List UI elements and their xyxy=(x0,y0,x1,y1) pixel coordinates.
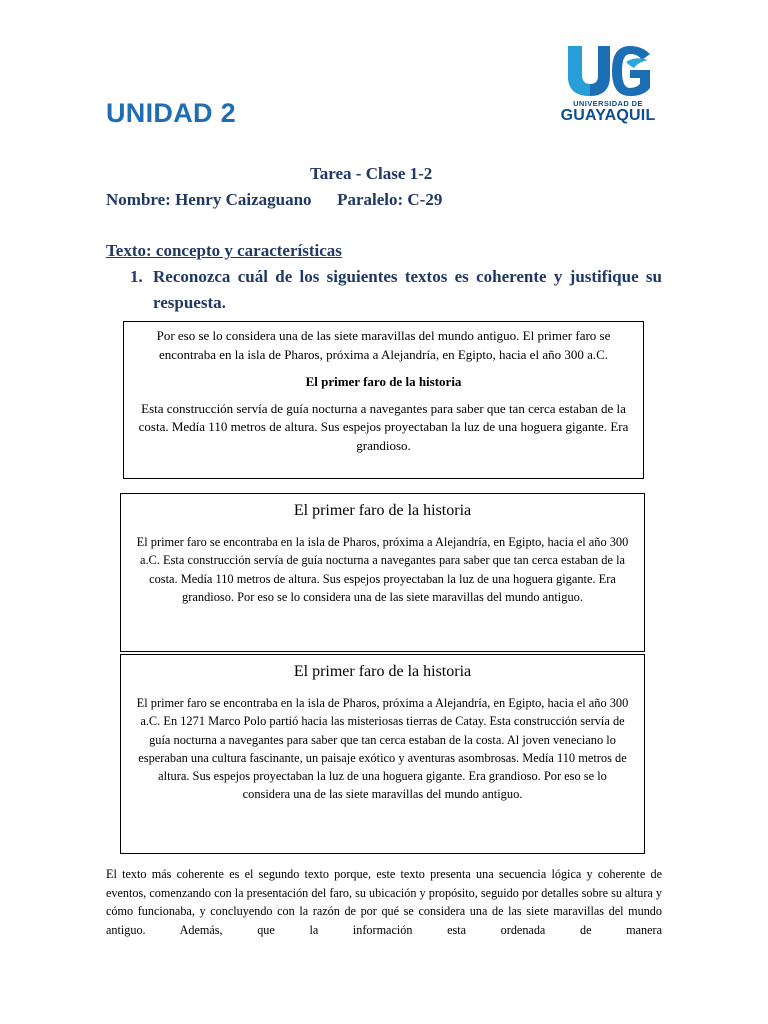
question-text: Reconozca cuál de los siguientes textos es coherente y justifique su respuesta. xyxy=(153,267,662,312)
text-box-first xyxy=(123,321,644,479)
student-name: Nombre: Henry Caizaguano xyxy=(106,190,312,209)
logo-university-text: UNIVERSIDAD DE xyxy=(573,99,643,108)
text-box-second xyxy=(120,493,645,652)
text-box-third xyxy=(120,654,645,854)
first-text-title: El primer faro de la historia xyxy=(305,374,462,389)
second-text-title: El primer faro de la historia xyxy=(293,502,472,519)
answer-paragraph: El texto más coherente es el segundo texto porque, este texto presenta una secuencia lógica y coherente de eventos, comenzando con la presentación del faro, su ubicación y propósito, seguido por detalles sobre su altura y cómo funcionaba, y concluyendo con la razón de por qué se considera una de las siete maravillas del mundo antiguo. Además, que la información esta ordenada de manera xyxy=(106,867,662,938)
parallel-label: Paralelo: C-29 xyxy=(337,190,443,209)
first-text-paragraph-2: Esta construcción servía de guía nocturna a navegantes para saber que tan cerca estaban de la costa. Medía 110 metros de altura. Sus espejos proyectaban la luz de una hoguera gigante. Era grandioso. xyxy=(138,400,629,453)
task-title: Tarea - Clase 1-2 xyxy=(310,164,433,183)
logo-city-text: GUAYAQUIL xyxy=(560,107,656,124)
third-text-body: El primer faro se encontraba en la isla de Pharos, próxima a Alejandría, en Egipto, hacia el año 300 a.C. En 1271 Marco Polo partió hacia las misteriosas tierras de Catay. Esta construcción servía de guía nocturna a navegantes para saber que tan cerca estaban de la costa. Al joven veneciano lo esperaban una cultura fascinante, un paisaje exótico y aventuras asombrosas. Medía 110 metros de altura. Sus espejos proyectaban la luz de una hoguera gigante. Era grandioso. Por eso se lo considera una de las siete maravillas del mundo antiguo. xyxy=(136,696,629,802)
ug-monogram-icon xyxy=(564,44,654,100)
section-heading: Texto: concepto y características xyxy=(106,241,342,260)
student-info xyxy=(106,190,442,210)
second-text-body: El primer faro se encontraba en la isla de Pharos, próxima a Alejandría, en Egipto, hacia el año 300 a.C. Esta construcción servía de guía nocturna a navegantes para saber que tan cerca estaban de la costa. Medía 110 metros de altura. Sus espejos proyectaban la luz de una hoguera gigante. Era grandioso. Por eso se lo considera una de las siete maravillas del mundo antiguo. xyxy=(136,535,629,604)
unit-title: UNIDAD 2 xyxy=(106,98,236,128)
first-text-paragraph-1: Por eso se lo considera una de las siete maravillas del mundo antiguo. El primer faro se encontraba en la isla de Pharos, próxima a Alejandría, en Egipto, hacia el año 300 a.C. xyxy=(156,328,611,362)
question-item xyxy=(130,264,662,316)
third-text-title: El primer faro de la historia xyxy=(293,663,472,680)
question-number: 1. xyxy=(130,267,143,286)
university-logo xyxy=(556,44,666,126)
